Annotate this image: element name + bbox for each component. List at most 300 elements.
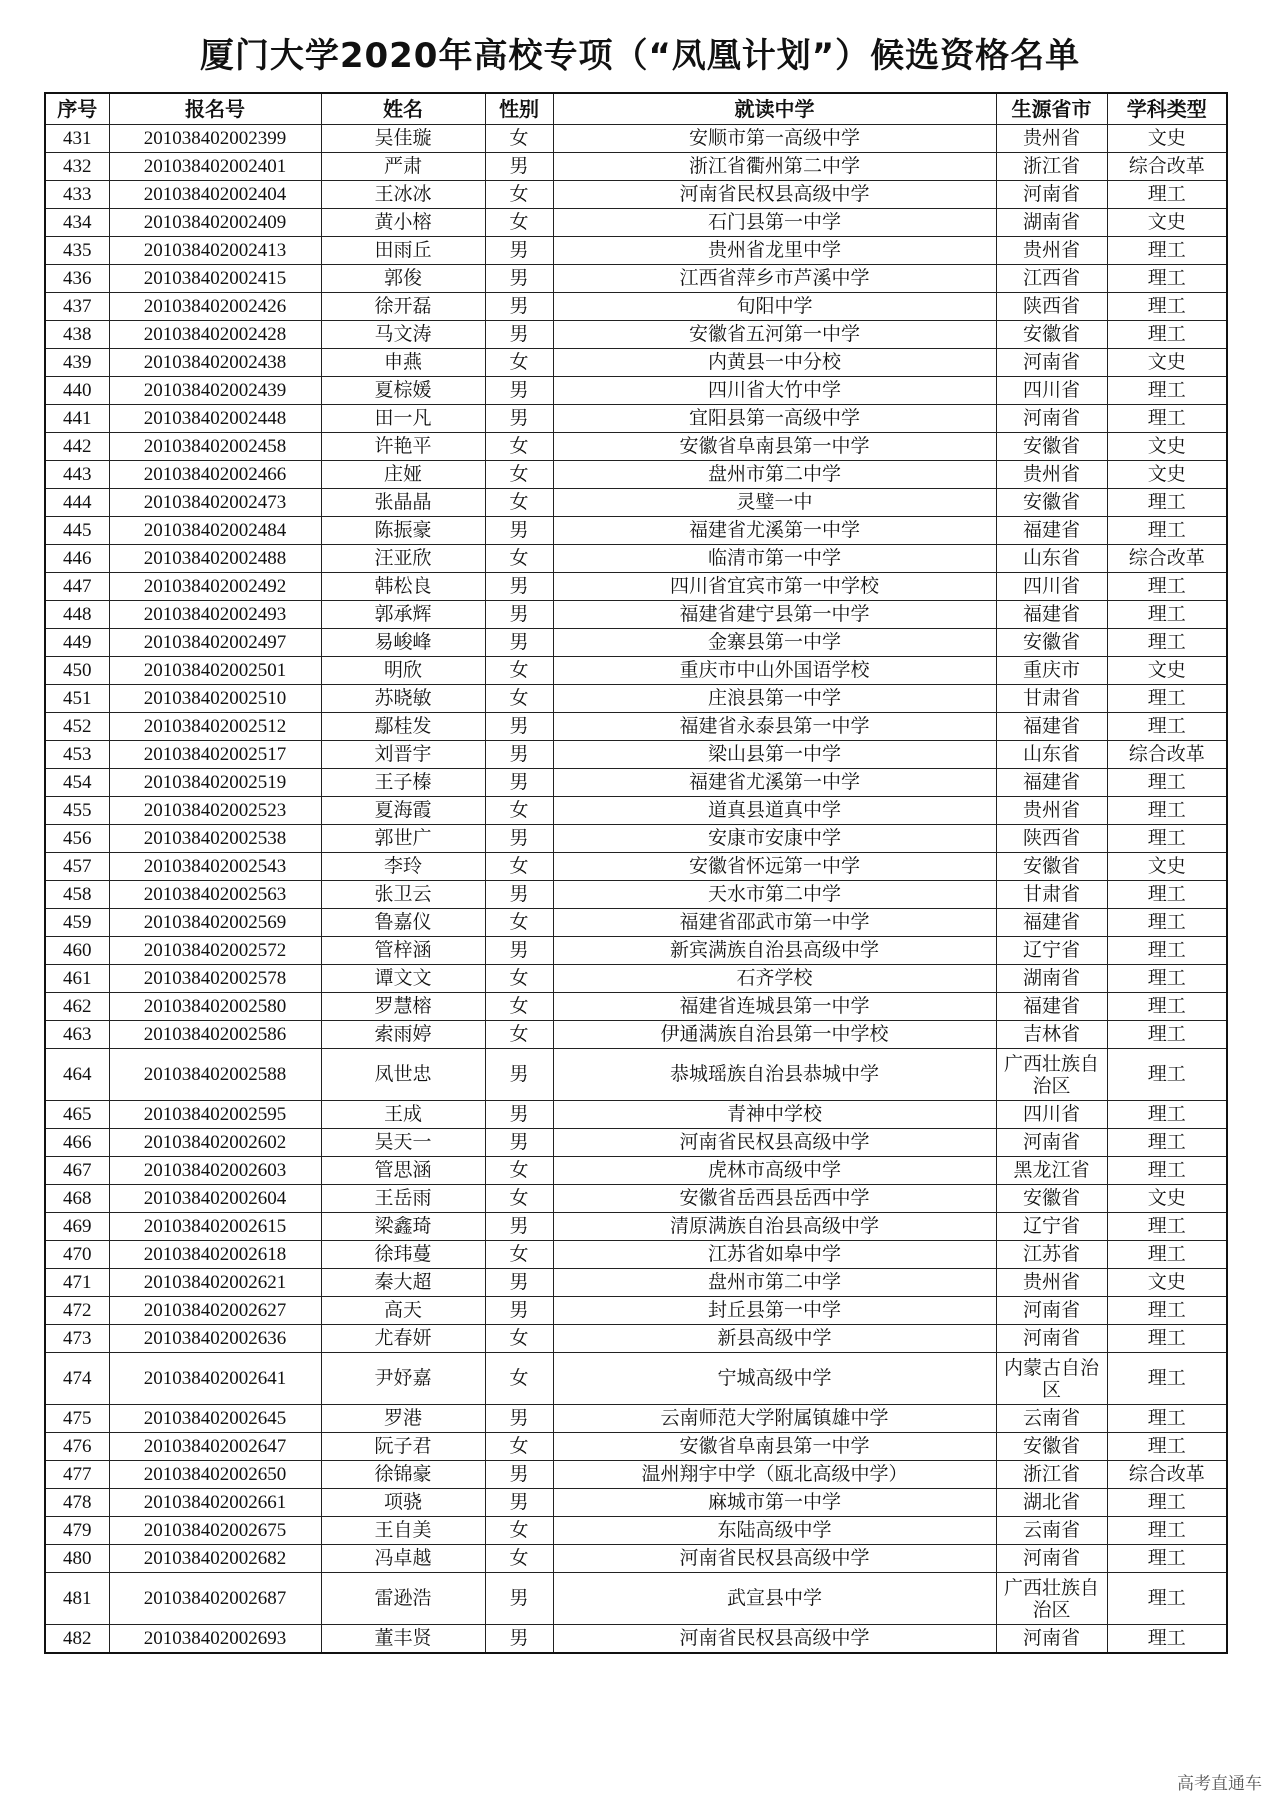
cell-gender: 女 xyxy=(485,1325,553,1353)
cell-name: 徐玮蔓 xyxy=(321,1241,485,1269)
cell-province: 贵州省 xyxy=(996,461,1107,489)
cell-gender: 女 xyxy=(485,1545,553,1573)
cell-name: 苏晓敏 xyxy=(321,685,485,713)
cell-subject: 综合改革 xyxy=(1107,153,1227,181)
table-row xyxy=(45,713,1227,741)
cell-index: 480 xyxy=(45,1545,109,1573)
cell-school: 四川省宜宾市第一中学校 xyxy=(553,573,996,601)
cell-school: 恭城瑶族自治县恭城中学 xyxy=(553,1049,996,1101)
cell-school: 灵璧一中 xyxy=(553,489,996,517)
table-row xyxy=(45,125,1227,153)
cell-gender: 男 xyxy=(485,1269,553,1297)
cell-reg-no: 201038402002586 xyxy=(109,1021,321,1049)
col-header-reg-no: 报名号 xyxy=(109,93,321,125)
cell-province: 四川省 xyxy=(996,1101,1107,1129)
col-header-gender: 性别 xyxy=(485,93,553,125)
cell-name: 田雨丘 xyxy=(321,237,485,265)
cell-index: 443 xyxy=(45,461,109,489)
table-row xyxy=(45,349,1227,377)
cell-subject: 理工 xyxy=(1107,769,1227,797)
cell-name: 易峻峰 xyxy=(321,629,485,657)
cell-province: 河南省 xyxy=(996,349,1107,377)
table-row xyxy=(45,629,1227,657)
cell-name: 凤世忠 xyxy=(321,1049,485,1101)
cell-gender: 女 xyxy=(485,349,553,377)
cell-gender: 男 xyxy=(485,293,553,321)
cell-index: 444 xyxy=(45,489,109,517)
cell-school: 青神中学校 xyxy=(553,1101,996,1129)
cell-index: 476 xyxy=(45,1433,109,1461)
cell-gender: 男 xyxy=(485,1129,553,1157)
cell-school: 福建省永泰县第一中学 xyxy=(553,713,996,741)
table-row xyxy=(45,545,1227,573)
cell-subject: 综合改革 xyxy=(1107,741,1227,769)
cell-gender: 男 xyxy=(485,1405,553,1433)
cell-province: 河南省 xyxy=(996,405,1107,433)
cell-subject: 理工 xyxy=(1107,825,1227,853)
cell-subject: 理工 xyxy=(1107,937,1227,965)
table-row xyxy=(45,797,1227,825)
cell-reg-no: 201038402002578 xyxy=(109,965,321,993)
cell-index: 441 xyxy=(45,405,109,433)
cell-school: 伊通满族自治县第一中学校 xyxy=(553,1021,996,1049)
cell-province: 安徽省 xyxy=(996,433,1107,461)
cell-subject: 理工 xyxy=(1107,1405,1227,1433)
table-row xyxy=(45,825,1227,853)
cell-subject: 理工 xyxy=(1107,1157,1227,1185)
table-row xyxy=(45,1625,1227,1654)
cell-subject: 理工 xyxy=(1107,1325,1227,1353)
cell-index: 455 xyxy=(45,797,109,825)
table-row xyxy=(45,293,1227,321)
cell-index: 472 xyxy=(45,1297,109,1325)
table-row xyxy=(45,237,1227,265)
cell-index: 479 xyxy=(45,1517,109,1545)
cell-subject: 理工 xyxy=(1107,181,1227,209)
cell-index: 482 xyxy=(45,1625,109,1654)
cell-gender: 男 xyxy=(485,1297,553,1325)
table-row xyxy=(45,909,1227,937)
cell-name: 张晶晶 xyxy=(321,489,485,517)
cell-school: 福建省连城县第一中学 xyxy=(553,993,996,1021)
cell-subject: 理工 xyxy=(1107,1573,1227,1625)
cell-index: 436 xyxy=(45,265,109,293)
cell-name: 黄小榕 xyxy=(321,209,485,237)
cell-school: 安徽省阜南县第一中学 xyxy=(553,433,996,461)
cell-name: 高天 xyxy=(321,1297,485,1325)
cell-name: 雷逊浩 xyxy=(321,1573,485,1625)
cell-index: 477 xyxy=(45,1461,109,1489)
cell-gender: 女 xyxy=(485,1157,553,1185)
cell-school: 安徽省五河第一中学 xyxy=(553,321,996,349)
cell-gender: 女 xyxy=(485,125,553,153)
cell-index: 469 xyxy=(45,1213,109,1241)
cell-gender: 男 xyxy=(485,517,553,545)
cell-province: 重庆市 xyxy=(996,657,1107,685)
cell-index: 452 xyxy=(45,713,109,741)
cell-school: 云南师范大学附属镇雄中学 xyxy=(553,1405,996,1433)
cell-subject: 理工 xyxy=(1107,1545,1227,1573)
cell-school: 东陆高级中学 xyxy=(553,1517,996,1545)
cell-province: 福建省 xyxy=(996,909,1107,937)
cell-subject: 文史 xyxy=(1107,209,1227,237)
cell-reg-no: 201038402002492 xyxy=(109,573,321,601)
cell-subject: 文史 xyxy=(1107,433,1227,461)
cell-gender: 女 xyxy=(485,489,553,517)
cell-school: 石门县第一中学 xyxy=(553,209,996,237)
cell-gender: 男 xyxy=(485,321,553,349)
cell-name: 王岳雨 xyxy=(321,1185,485,1213)
cell-subject: 理工 xyxy=(1107,1241,1227,1269)
cell-school: 安徽省岳西县岳西中学 xyxy=(553,1185,996,1213)
cell-reg-no: 201038402002618 xyxy=(109,1241,321,1269)
cell-index: 462 xyxy=(45,993,109,1021)
cell-name: 郭俊 xyxy=(321,265,485,293)
cell-gender: 男 xyxy=(485,1625,553,1654)
cell-reg-no: 201038402002501 xyxy=(109,657,321,685)
cell-school: 清原满族自治县高级中学 xyxy=(553,1213,996,1241)
cell-school: 河南省民权县高级中学 xyxy=(553,181,996,209)
cell-index: 478 xyxy=(45,1489,109,1517)
cell-reg-no: 201038402002687 xyxy=(109,1573,321,1625)
cell-school: 江西省萍乡市芦溪中学 xyxy=(553,265,996,293)
cell-school: 安康市安康中学 xyxy=(553,825,996,853)
cell-name: 汪亚欣 xyxy=(321,545,485,573)
cell-subject: 理工 xyxy=(1107,1297,1227,1325)
cell-gender: 男 xyxy=(485,1461,553,1489)
cell-index: 448 xyxy=(45,601,109,629)
cell-subject: 理工 xyxy=(1107,517,1227,545)
cell-name: 秦大超 xyxy=(321,1269,485,1297)
cell-school: 宁城高级中学 xyxy=(553,1353,996,1405)
watermark: 高考直通车 xyxy=(1177,1774,1262,1794)
cell-name: 夏海霞 xyxy=(321,797,485,825)
cell-school: 虎林市高级中学 xyxy=(553,1157,996,1185)
cell-province: 内蒙古自治区 xyxy=(996,1353,1107,1405)
cell-name: 严肃 xyxy=(321,153,485,181)
cell-subject: 理工 xyxy=(1107,237,1227,265)
cell-reg-no: 201038402002523 xyxy=(109,797,321,825)
cell-index: 468 xyxy=(45,1185,109,1213)
cell-reg-no: 201038402002604 xyxy=(109,1185,321,1213)
cell-name: 董丰贤 xyxy=(321,1625,485,1654)
cell-name: 庄娅 xyxy=(321,461,485,489)
cell-subject: 理工 xyxy=(1107,993,1227,1021)
cell-school: 重庆市中山外国语学校 xyxy=(553,657,996,685)
cell-index: 471 xyxy=(45,1269,109,1297)
cell-index: 460 xyxy=(45,937,109,965)
cell-province: 福建省 xyxy=(996,601,1107,629)
cell-name: 徐开磊 xyxy=(321,293,485,321)
table-row xyxy=(45,377,1227,405)
cell-province: 福建省 xyxy=(996,993,1107,1021)
cell-school: 旬阳中学 xyxy=(553,293,996,321)
cell-reg-no: 201038402002572 xyxy=(109,937,321,965)
cell-name: 刘晋宇 xyxy=(321,741,485,769)
cell-school: 安顺市第一高级中学 xyxy=(553,125,996,153)
cell-gender: 男 xyxy=(485,1101,553,1129)
cell-province: 河南省 xyxy=(996,1625,1107,1654)
cell-subject: 文史 xyxy=(1107,1269,1227,1297)
cell-province: 四川省 xyxy=(996,573,1107,601)
cell-subject: 理工 xyxy=(1107,965,1227,993)
cell-subject: 理工 xyxy=(1107,1129,1227,1157)
table-row xyxy=(45,1297,1227,1325)
cell-school: 福建省尤溪第一中学 xyxy=(553,517,996,545)
cell-subject: 理工 xyxy=(1107,601,1227,629)
table-row xyxy=(45,965,1227,993)
cell-name: 吴佳璇 xyxy=(321,125,485,153)
cell-subject: 理工 xyxy=(1107,629,1227,657)
cell-index: 431 xyxy=(45,125,109,153)
cell-gender: 女 xyxy=(485,993,553,1021)
table-row xyxy=(45,1213,1227,1241)
cell-school: 宜阳县第一高级中学 xyxy=(553,405,996,433)
cell-index: 433 xyxy=(45,181,109,209)
cell-school: 福建省尤溪第一中学 xyxy=(553,769,996,797)
cell-gender: 女 xyxy=(485,909,553,937)
cell-gender: 男 xyxy=(485,153,553,181)
cell-name: 谭文文 xyxy=(321,965,485,993)
cell-province: 贵州省 xyxy=(996,237,1107,265)
cell-gender: 女 xyxy=(485,1021,553,1049)
cell-name: 王自美 xyxy=(321,1517,485,1545)
cell-gender: 女 xyxy=(485,181,553,209)
cell-index: 435 xyxy=(45,237,109,265)
table-header xyxy=(45,93,1227,125)
table-row xyxy=(45,1101,1227,1129)
cell-gender: 男 xyxy=(485,1489,553,1517)
cell-name: 索雨婷 xyxy=(321,1021,485,1049)
table-row xyxy=(45,741,1227,769)
cell-school: 江苏省如皋中学 xyxy=(553,1241,996,1269)
cell-index: 481 xyxy=(45,1573,109,1625)
cell-school: 麻城市第一中学 xyxy=(553,1489,996,1517)
cell-name: 梁鑫琦 xyxy=(321,1213,485,1241)
cell-reg-no: 201038402002588 xyxy=(109,1049,321,1101)
cell-index: 461 xyxy=(45,965,109,993)
cell-index: 437 xyxy=(45,293,109,321)
cell-school: 天水市第二中学 xyxy=(553,881,996,909)
cell-reg-no: 201038402002641 xyxy=(109,1353,321,1405)
cell-subject: 理工 xyxy=(1107,321,1227,349)
cell-school: 临清市第一中学 xyxy=(553,545,996,573)
cell-subject: 文史 xyxy=(1107,349,1227,377)
cell-province: 安徽省 xyxy=(996,629,1107,657)
table-row xyxy=(45,573,1227,601)
cell-school: 四川省大竹中学 xyxy=(553,377,996,405)
cell-gender: 男 xyxy=(485,1049,553,1101)
cell-reg-no: 201038402002627 xyxy=(109,1297,321,1325)
cell-reg-no: 201038402002650 xyxy=(109,1461,321,1489)
cell-school: 道真县道真中学 xyxy=(553,797,996,825)
table-row xyxy=(45,1269,1227,1297)
cell-index: 450 xyxy=(45,657,109,685)
cell-index: 453 xyxy=(45,741,109,769)
cell-school: 庄浪县第一中学 xyxy=(553,685,996,713)
cell-province: 云南省 xyxy=(996,1517,1107,1545)
cell-subject: 综合改革 xyxy=(1107,1461,1227,1489)
cell-name: 项骁 xyxy=(321,1489,485,1517)
cell-subject: 理工 xyxy=(1107,405,1227,433)
cell-index: 466 xyxy=(45,1129,109,1157)
cell-province: 福建省 xyxy=(996,713,1107,741)
cell-province: 河南省 xyxy=(996,1325,1107,1353)
cell-reg-no: 201038402002563 xyxy=(109,881,321,909)
cell-name: 吴天一 xyxy=(321,1129,485,1157)
cell-gender: 男 xyxy=(485,741,553,769)
cell-subject: 理工 xyxy=(1107,1101,1227,1129)
cell-gender: 女 xyxy=(485,685,553,713)
cell-province: 吉林省 xyxy=(996,1021,1107,1049)
cell-province: 云南省 xyxy=(996,1405,1107,1433)
cell-reg-no: 201038402002497 xyxy=(109,629,321,657)
table-row xyxy=(45,209,1227,237)
cell-subject: 理工 xyxy=(1107,713,1227,741)
cell-name: 阮子君 xyxy=(321,1433,485,1461)
cell-school: 封丘县第一中学 xyxy=(553,1297,996,1325)
cell-name: 田一凡 xyxy=(321,405,485,433)
cell-index: 465 xyxy=(45,1101,109,1129)
cell-index: 442 xyxy=(45,433,109,461)
cell-name: 申燕 xyxy=(321,349,485,377)
cell-province: 福建省 xyxy=(996,517,1107,545)
cell-reg-no: 201038402002438 xyxy=(109,349,321,377)
cell-province: 甘肃省 xyxy=(996,685,1107,713)
cell-province: 湖南省 xyxy=(996,965,1107,993)
cell-reg-no: 201038402002413 xyxy=(109,237,321,265)
cell-name: 李玲 xyxy=(321,853,485,881)
cell-name: 徐锦豪 xyxy=(321,1461,485,1489)
cell-gender: 女 xyxy=(485,433,553,461)
cell-subject: 理工 xyxy=(1107,797,1227,825)
cell-gender: 男 xyxy=(485,629,553,657)
cell-index: 446 xyxy=(45,545,109,573)
cell-gender: 女 xyxy=(485,965,553,993)
cell-reg-no: 201038402002512 xyxy=(109,713,321,741)
table-row xyxy=(45,1573,1227,1625)
cell-province: 安徽省 xyxy=(996,489,1107,517)
cell-reg-no: 201038402002682 xyxy=(109,1545,321,1573)
cell-province: 河南省 xyxy=(996,1545,1107,1573)
cell-gender: 男 xyxy=(485,601,553,629)
cell-subject: 理工 xyxy=(1107,573,1227,601)
table-row xyxy=(45,1545,1227,1573)
table-row xyxy=(45,1405,1227,1433)
cell-index: 449 xyxy=(45,629,109,657)
cell-province: 贵州省 xyxy=(996,797,1107,825)
cell-index: 434 xyxy=(45,209,109,237)
cell-school: 盘州市第二中学 xyxy=(553,461,996,489)
cell-province: 安徽省 xyxy=(996,1433,1107,1461)
cell-subject: 理工 xyxy=(1107,1021,1227,1049)
cell-reg-no: 201038402002661 xyxy=(109,1489,321,1517)
cell-name: 郭世广 xyxy=(321,825,485,853)
cell-province: 贵州省 xyxy=(996,125,1107,153)
table-row xyxy=(45,405,1227,433)
cell-reg-no: 201038402002466 xyxy=(109,461,321,489)
cell-province: 湖北省 xyxy=(996,1489,1107,1517)
cell-index: 451 xyxy=(45,685,109,713)
table-row xyxy=(45,181,1227,209)
cell-subject: 文史 xyxy=(1107,853,1227,881)
cell-name: 王子榛 xyxy=(321,769,485,797)
cell-reg-no: 201038402002580 xyxy=(109,993,321,1021)
cell-gender: 女 xyxy=(485,1241,553,1269)
table-row xyxy=(45,853,1227,881)
table-row xyxy=(45,1325,1227,1353)
cell-school: 内黄县一中分校 xyxy=(553,349,996,377)
cell-gender: 女 xyxy=(485,797,553,825)
cell-province: 河南省 xyxy=(996,181,1107,209)
table-row xyxy=(45,433,1227,461)
cell-reg-no: 201038402002603 xyxy=(109,1157,321,1185)
table-row xyxy=(45,769,1227,797)
cell-subject: 理工 xyxy=(1107,881,1227,909)
cell-school: 温州翔宇中学（瓯北高级中学） xyxy=(553,1461,996,1489)
cell-school: 石齐学校 xyxy=(553,965,996,993)
cell-gender: 男 xyxy=(485,713,553,741)
cell-gender: 男 xyxy=(485,573,553,601)
cell-name: 郭承辉 xyxy=(321,601,485,629)
cell-school: 河南省民权县高级中学 xyxy=(553,1545,996,1573)
cell-reg-no: 201038402002409 xyxy=(109,209,321,237)
table-row xyxy=(45,1157,1227,1185)
cell-reg-no: 201038402002621 xyxy=(109,1269,321,1297)
cell-subject: 理工 xyxy=(1107,265,1227,293)
cell-reg-no: 201038402002426 xyxy=(109,293,321,321)
cell-reg-no: 201038402002439 xyxy=(109,377,321,405)
cell-province: 甘肃省 xyxy=(996,881,1107,909)
col-header-province: 生源省市 xyxy=(996,93,1107,125)
cell-province: 辽宁省 xyxy=(996,937,1107,965)
cell-index: 458 xyxy=(45,881,109,909)
cell-subject: 理工 xyxy=(1107,685,1227,713)
cell-subject: 理工 xyxy=(1107,377,1227,405)
cell-index: 467 xyxy=(45,1157,109,1185)
cell-gender: 女 xyxy=(485,545,553,573)
cell-province: 江西省 xyxy=(996,265,1107,293)
cell-reg-no: 201038402002569 xyxy=(109,909,321,937)
cell-reg-no: 201038402002519 xyxy=(109,769,321,797)
table-row xyxy=(45,461,1227,489)
cell-subject: 理工 xyxy=(1107,1353,1227,1405)
col-header-subject: 学科类型 xyxy=(1107,93,1227,125)
cell-subject: 理工 xyxy=(1107,1433,1227,1461)
cell-reg-no: 201038402002458 xyxy=(109,433,321,461)
cell-school: 浙江省衢州第二中学 xyxy=(553,153,996,181)
cell-school: 福建省建宁县第一中学 xyxy=(553,601,996,629)
table-row xyxy=(45,1489,1227,1517)
cell-index: 445 xyxy=(45,517,109,545)
table-row xyxy=(45,1433,1227,1461)
col-header-school: 就读中学 xyxy=(553,93,996,125)
cell-gender: 女 xyxy=(485,853,553,881)
cell-province: 黑龙江省 xyxy=(996,1157,1107,1185)
cell-subject: 理工 xyxy=(1107,293,1227,321)
cell-name: 尹妤嘉 xyxy=(321,1353,485,1405)
cell-province: 福建省 xyxy=(996,769,1107,797)
cell-province: 贵州省 xyxy=(996,1269,1107,1297)
table-row xyxy=(45,881,1227,909)
col-header-index: 序号 xyxy=(45,93,109,125)
cell-reg-no: 201038402002428 xyxy=(109,321,321,349)
cell-index: 432 xyxy=(45,153,109,181)
cell-province: 河南省 xyxy=(996,1129,1107,1157)
cell-subject: 文史 xyxy=(1107,125,1227,153)
cell-reg-no: 201038402002615 xyxy=(109,1213,321,1241)
cell-index: 454 xyxy=(45,769,109,797)
